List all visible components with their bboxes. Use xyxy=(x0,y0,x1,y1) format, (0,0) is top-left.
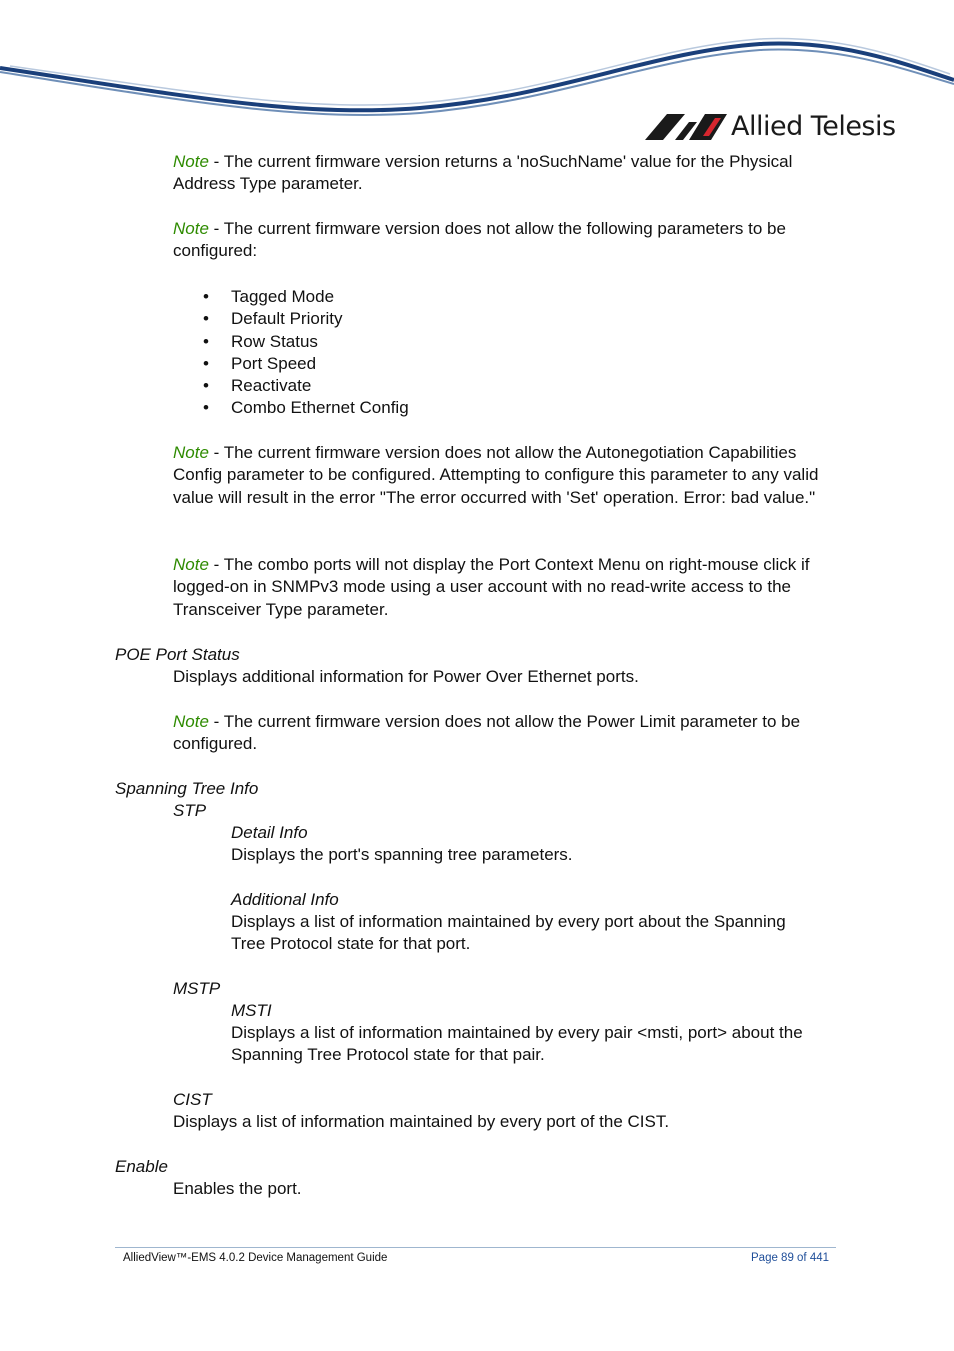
allied-telesis-logo xyxy=(645,110,905,144)
parameter-list xyxy=(203,286,603,420)
enable-heading: Enable xyxy=(115,1157,168,1176)
note-physical-address: Note - The current firmware version returns a 'noSuchName' value for the Physical Address Type parameter. xyxy=(173,152,793,194)
list-item: • Default Priority xyxy=(203,308,603,330)
list-item: • Tagged Mode xyxy=(203,286,603,308)
note-parameters: Note - The current firmware version does not allow the following parameters to be configured: xyxy=(173,219,786,261)
poe-description: Displays additional information for Power Over Ethernet ports. xyxy=(173,667,639,686)
note-autonegotiation: Note - The current firmware version does not allow the Autonegotiation Capabilities Config parameter to be configured. Attempting to configure this parameter to any valid value will result in the error "The error occurred with 'Set' operation. Error: bad value." xyxy=(173,443,819,507)
footer-guide-title: AlliedView™-EMS 4.0.2 Device Management Guide xyxy=(123,1252,388,1264)
detail-info-description: Displays the port's spanning tree parameters. xyxy=(231,845,573,864)
list-item: • Combo Ethernet Config xyxy=(203,397,603,419)
brand-name: Allied Telesis xyxy=(731,111,896,142)
footer-divider xyxy=(115,1247,836,1248)
msti-heading: MSTI xyxy=(231,1001,272,1020)
stp-heading: STP xyxy=(173,801,207,820)
note-power-limit: Note - The current firmware version does not allow the Power Limit parameter to be configured. xyxy=(173,712,801,754)
cist-heading: CIST xyxy=(173,1090,212,1109)
msti-description: Displays a list of information maintained by every pair <msti, port> about the Spanning Tree Protocol state for that pair. xyxy=(231,1023,803,1065)
allied-telesis-mark-icon xyxy=(645,114,727,140)
detail-info-heading: Detail Info xyxy=(231,823,308,842)
spanning-tree-heading: Spanning Tree Info xyxy=(115,779,259,798)
additional-info-description: Displays a list of information maintained by every port about the Spanning Tree Protocol state for that port. xyxy=(231,912,786,954)
footer-page-number: Page 89 of 441 xyxy=(751,1252,830,1264)
list-item: • Port Speed xyxy=(203,353,603,375)
enable-description: Enables the port. xyxy=(173,1179,302,1198)
note-combo-ports: Note - The combo ports will not display the Port Context Menu on right-mouse click if logged-on in SNMPv3 mode using a user account with no read-write access to the Transceiver Type parameter. xyxy=(173,555,810,619)
poe-heading: POE Port Status xyxy=(115,645,240,664)
cist-description: Displays a list of information maintained by every port of the CIST. xyxy=(173,1112,670,1131)
mstp-heading: MSTP xyxy=(173,979,221,998)
list-item: • Row Status xyxy=(203,331,603,353)
additional-info-heading: Additional Info xyxy=(231,890,339,909)
list-item: • Reactivate xyxy=(203,375,603,397)
